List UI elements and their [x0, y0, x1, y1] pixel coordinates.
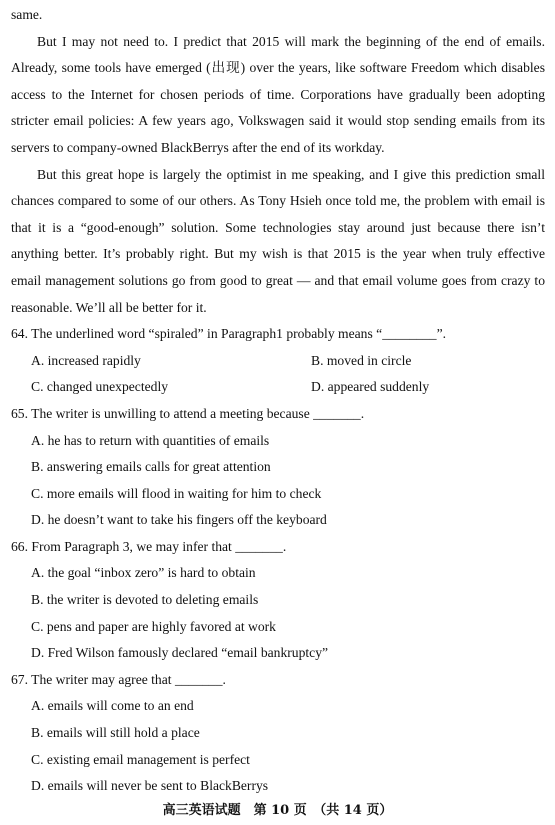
- option-b: B. the writer is devoted to deleting emails: [31, 592, 259, 608]
- option-d: D. Fred Wilson famously declared “email bankruptcy”: [31, 645, 329, 661]
- option-d: D. emails will never be sent to BlackBerrys: [31, 778, 269, 794]
- option-a: A. he has to return with quantities of emails: [31, 432, 270, 448]
- question-67: [11, 667, 545, 800]
- question-65: [11, 401, 545, 534]
- option-b: B. emails will still hold a place: [31, 725, 200, 741]
- page-footer: 高三英语试题 第 10 页 （共 14 页）: [162, 803, 393, 818]
- option-d: D. he doesn’t want to take his fingers off the keyboard: [31, 512, 327, 528]
- option-row: [11, 374, 545, 401]
- option-a: A. the goal “inbox zero” is hard to obtain: [31, 565, 256, 581]
- option-c: C. existing email management is perfect: [31, 751, 250, 767]
- passage-fragment: same.: [11, 7, 43, 22]
- option-c: C. more emails will flood in waiting for him to check: [31, 485, 322, 501]
- option-a: A. emails will come to an end: [31, 698, 194, 714]
- question-66: [11, 534, 545, 667]
- question-stem: 64. The underlined word “spiraled” in Paragraph1 probably means “________”.: [11, 326, 446, 342]
- option-c: C. changed unexpectedly: [31, 379, 169, 395]
- question-stem: 65. The writer is unwilling to attend a meeting because _______.: [11, 405, 365, 421]
- option-c: C. pens and paper are highly favored at work: [31, 618, 276, 634]
- option-row: [11, 348, 545, 375]
- option-d: D. appeared suddenly: [311, 379, 430, 395]
- passage-paragraph-1: But I may not need to. I predict that 2015 will mark the beginning of the end of emails. Already, some tools have emerged (出现) over the years, like software Freedom which disables access to the Internet for chosen periods of time. Corporations have gradually been adopting stricter email policies: A few years ago, Volkswagen said it would stop sending emails from its servers to company-owned BlackBerrys after the end of its workday.: [11, 33, 545, 155]
- question-stem: 67. The writer may agree that _______.: [11, 671, 226, 687]
- question-64: [11, 321, 545, 401]
- option-a: A. increased rapidly: [31, 352, 141, 368]
- option-b: B. answering emails calls for great attention: [31, 459, 271, 475]
- question-stem: 66. From Paragraph 3, we may infer that _______.: [11, 538, 287, 554]
- passage-paragraph-2: But this great hope is largely the optimist in me speaking, and I give this prediction small chances compared to some of our others. As Tony Hsieh once told me, the problem with email is that it is a “good-enough” solution. Some technologies stay around just because there isn’t anything better. It’s probably right. But my wish is that 2015 is the year when truly effective email management solutions go from good to great — and that email volume goes from crazy to reasonable. We’ll all be better for it.: [11, 166, 545, 315]
- option-b: B. moved in circle: [311, 352, 412, 368]
